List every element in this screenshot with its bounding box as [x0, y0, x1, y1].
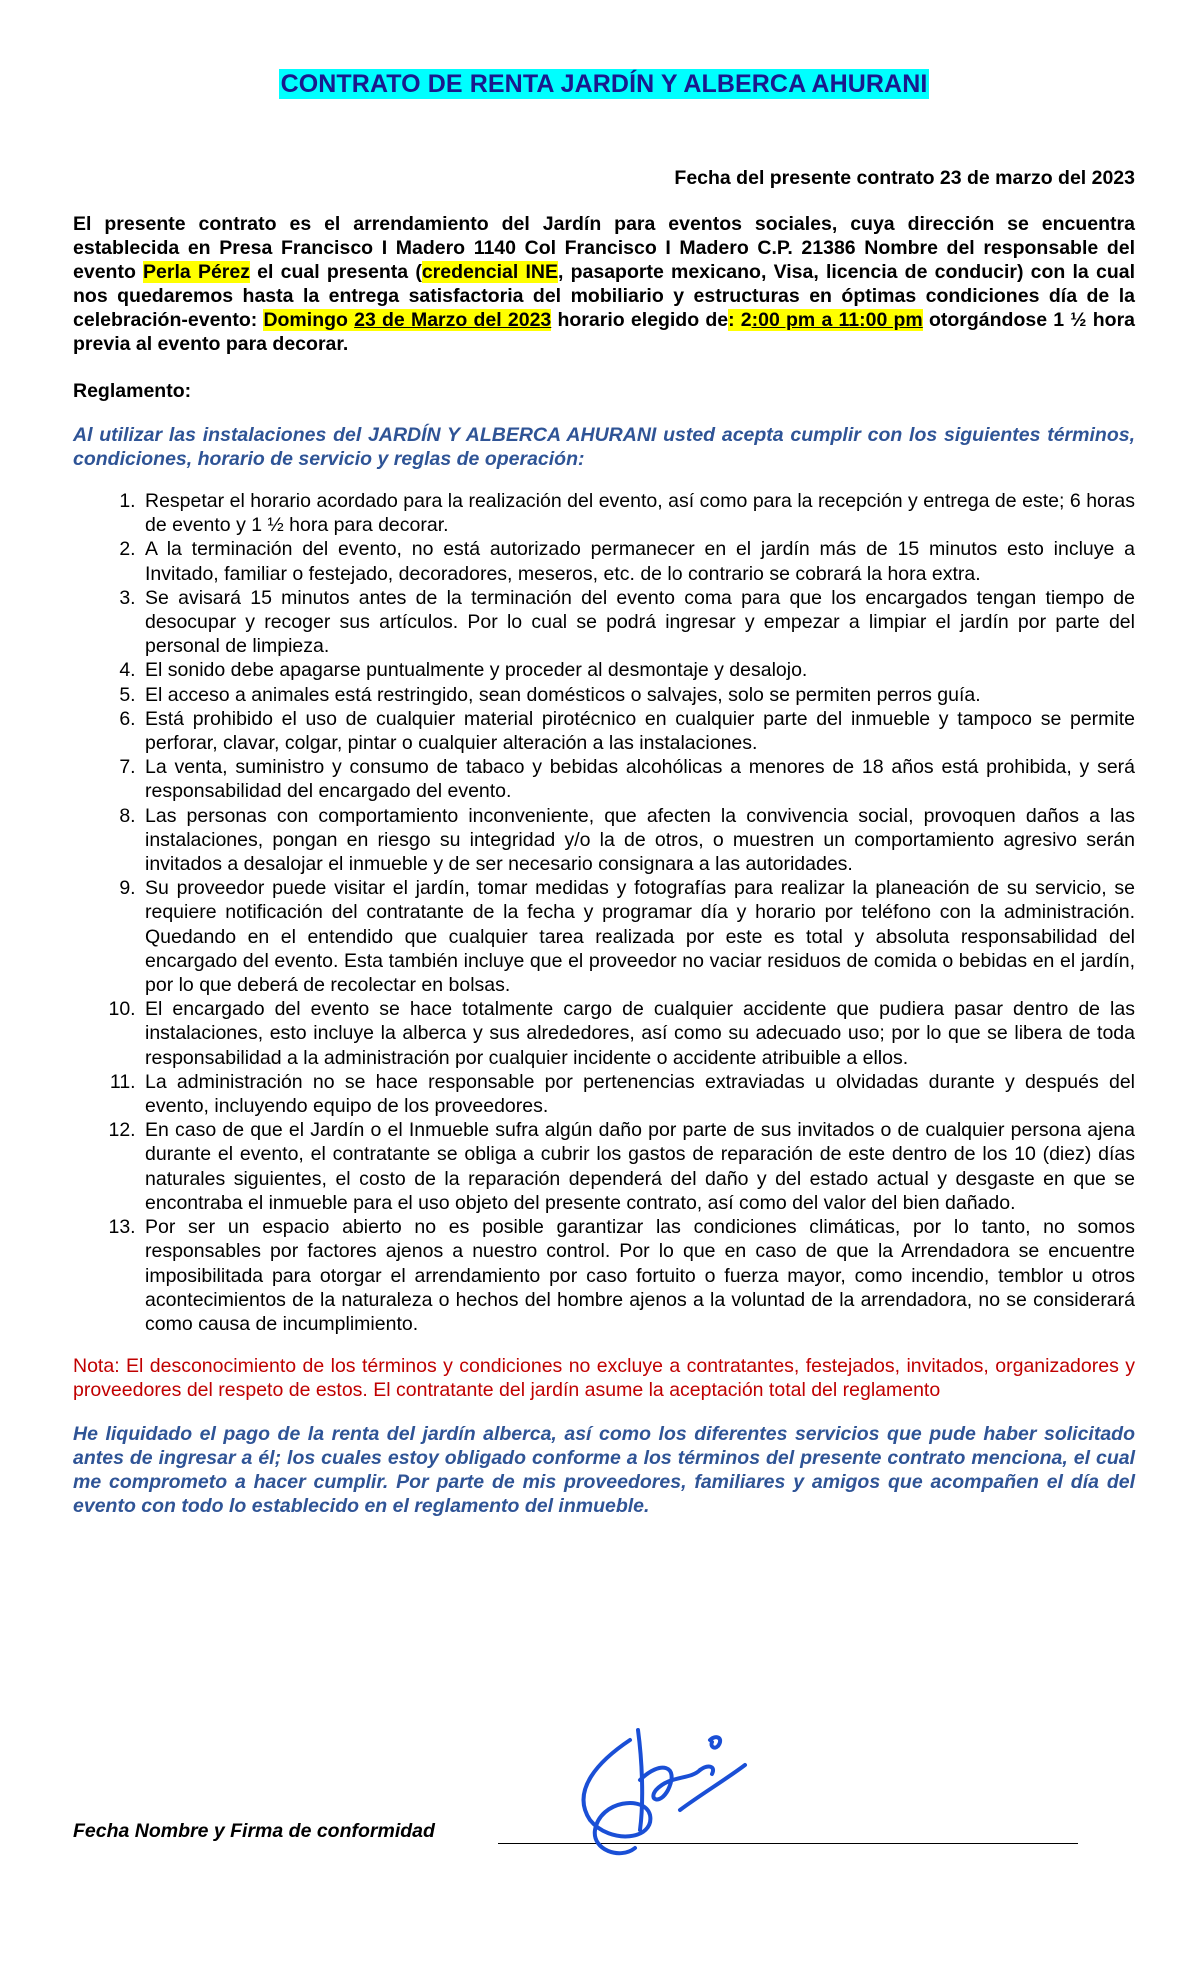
declaration-paragraph: He liquidado el pago de la renta del jardín alberca, así como los diferentes servicios que pude haber solicitado antes de ingresar a él; los cuales estoy obligado conforme a los términos del presente contrato menciona, el cual me comprometo a hacer cumplir. Por parte de mis proveedores, familiares y amigos que acompañen el día del evento con todo lo establecido en el reglamento del inmueble.	[73, 1423, 1135, 1518]
event-date: 23 de Marzo del 2023	[354, 309, 552, 331]
rule-item: 4. El sonido debe apagarse puntualmente y proceder al desmontaje y desalojo.	[141, 658, 1135, 682]
nota-paragraph: Nota: El desconocimiento de los términos y condiciones no excluye a contratantes, festejados, invitados, organizadores y proveedores del respeto de estos. El contratante del jardín asume la aceptación total del reglamento	[73, 1355, 1135, 1402]
event-day: Domingo	[263, 309, 355, 331]
responsible-name: Perla Pérez	[143, 261, 250, 283]
rule-item: 3. Se avisará 15 minutos antes de la terminación del evento coma para que los encargados tengan tiempo de desocupar y recoger sus artículos. Por lo cual se podrá ingresar y empezar a limpiar el jardín por parte del personal de limpieza.	[141, 586, 1135, 659]
rule-item: 13. Por ser un espacio abierto no es posible garantizar las condiciones climáticas, por lo tanto, no somos responsables por factores ajenos a nuestro control. Por lo que en caso de que la Arrendadora se encuentre imposibilitada para otorgar el arrendamiento por caso fortuito o fuerza mayor, como incendio, temblor u otros acontecimientos de la naturaleza o hechos del hombre ajenos a la voluntad de la arrendadora, no se considerará como causa de incumplimiento.	[141, 1215, 1135, 1336]
contract-title: CONTRATO DE RENTA JARDÍN Y ALBERCA AHURANI	[280, 70, 928, 98]
rule-item: 2. A la terminación del evento, no está autorizado permanecer en el jardín más de 15 minutos esto incluye a Invitado, familiar o festejado, decoradores, meseros, etc. de lo contrario se cobrará la hora extra.	[141, 537, 1135, 585]
signature-label: Fecha Nombre y Firma de conformidad	[73, 1820, 435, 1842]
rule-item: 9. Su proveedor puede visitar el jardín, tomar medidas y fotografías para realizar la planeación de su servicio, se requiere notificación del contratante de la fecha y programar día y horario por teléfono con la administración. Quedando en el entendido que cualquier tarea realizada por este es total y absoluta responsabilidad del encargado del evento. Esta también incluye que el proveedor no vaciar residuos de comida o bebidas en el jardín, por lo que deberá de recolectar en bolsas.	[141, 876, 1135, 997]
event-hours: :00 pm a 11:00 pm	[751, 309, 923, 331]
rule-item: 12. En caso de que el Jardín o el Inmueble sufra algún daño por parte de sus invitados o de cualquier persona ajena durante el evento, el contratante se obliga a cubrir los gastos de reparación de este dentro de los 10 (diez) días naturales siguientes, el costo de la reparación dependerá del daño y del estado actual y desgaste en que se encontraba el inmueble para el uso objeto del presente contrato, así como del valor del bien dañado.	[141, 1118, 1135, 1215]
reglamento-heading: Reglamento:	[73, 380, 192, 402]
contract-date: Fecha del presente contrato 23 de marzo del 2023	[674, 167, 1135, 189]
id-type: credencial INE	[421, 261, 558, 283]
rules-list	[73, 489, 1135, 1336]
handwritten-signature	[560, 1720, 760, 1870]
intro-paragraph: El presente contrato es el arrendamiento del Jardín para eventos sociales, cuya dirección se encuentra establecida en Presa Francisco I Madero 1140 Col Francisco I Madero C.P. 21386 Nombre del responsable del evento Perla Pérez el cual presenta (credencial INE, pasaporte mexicano, Visa, licencia de conducir) con la cual nos quedaremos hasta la entrega satisfactoria del mobiliario y estructuras en óptimas condiciones día de la celebración-evento: Domingo 23 de Marzo del 2023 horario elegido de: 2:00 pm a 11:00 pm otorgándose 1 ½ hora previa al evento para decorar.	[73, 213, 1136, 355]
rule-item: 5. El acceso a animales está restringido, sean domésticos o salvajes, solo se permiten perros guía.	[141, 683, 1135, 707]
rule-item: 8. Las personas con comportamiento inconveniente, que afecten la convivencia social, provoquen daños a las instalaciones, pongan en riesgo su integridad y/o la de otros, o muestren un comportamiento agresivo serán invitados a desalojar el inmueble y de ser necesario consignara a las autoridades.	[141, 804, 1135, 877]
rule-item: 11. La administración no se hace responsable por pertenencias extraviadas u olvidadas durante y después del evento, incluyendo equipo de los proveedores.	[141, 1070, 1135, 1118]
terms-intro: Al utilizar las instalaciones del JARDÍN Y ALBERCA AHURANI usted acepta cumplir con los siguientes términos, condiciones, horario de servicio y reglas de operación:	[73, 424, 1135, 470]
rule-item: 10. El encargado del evento se hace totalmente cargo de cualquier accidente que pudiera pasar dentro de las instalaciones, esto incluye la alberca y sus alrededores, así como su adecuado uso; por lo que se libera de toda responsabilidad a la administración por cualquier incidente o accidente atribuible a ellos.	[141, 997, 1135, 1070]
rule-item: 7. La venta, suministro y consumo de tabaco y bebidas alcohólicas a menores de 18 años está prohibida, y será responsabilidad del encargado del evento.	[141, 755, 1135, 803]
rule-item: 6. Está prohibido el uso de cualquier material pirotécnico en cualquier parte del inmueble y tampoco se permite perforar, clavar, colgar, pintar o cualquier alteración a las instalaciones.	[141, 707, 1135, 755]
rule-item: 1. Respetar el horario acordado para la realización del evento, así como para la recepción y entrega de este; 6 horas de evento y 1 ½ hora para decorar.	[141, 489, 1135, 537]
event-hours-prefix: : 2	[728, 309, 752, 331]
contract-page	[73, 70, 1135, 1518]
